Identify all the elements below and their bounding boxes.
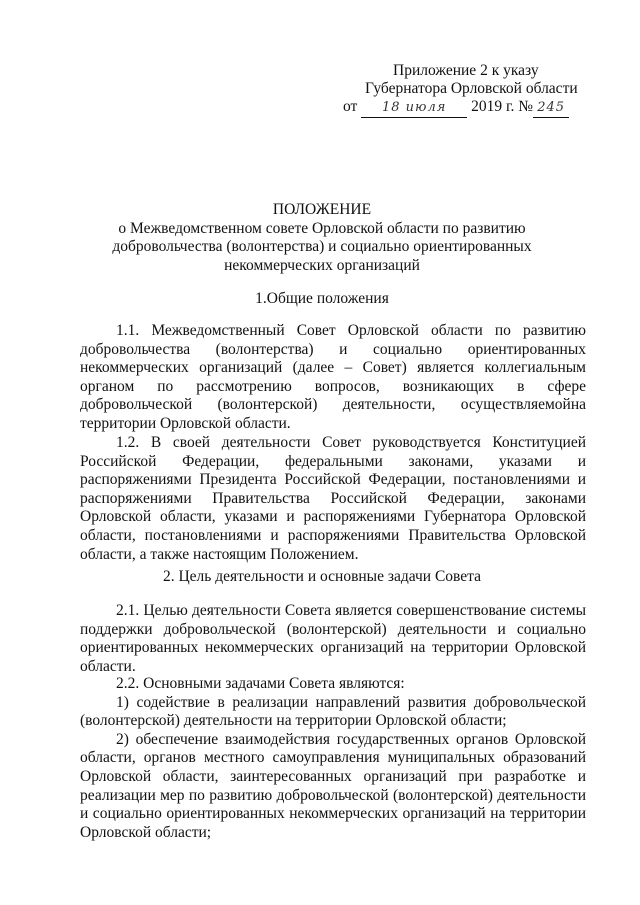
appendix-line-1: Приложение 2 к указу [393,62,539,79]
handwritten-date-signature: 18 июля [361,99,467,118]
section-2-heading: 2. Цель деятельности и основные задачи Совета [162,568,482,585]
paragraph-text: 2.2. Основными задачами Совета являются: [116,675,405,692]
paragraph-2-1 [80,602,586,676]
appendix-year-label: 2019 г. № [471,98,534,115]
list-item: 2) обеспечение взаимодействия государственных органов Орловской области, органов местного самоуправления муниципальных образований Орловской области, заинтересованных организаций при разработке и реализации мер по развитию добровольческой (волонтерской) деятельности и социально ориентированных некоммерческих организаций на территории Орловской области; [80,730,586,841]
paragraph-2-2-list [80,675,586,842]
appendix-line-2: Губернатора Орловской области [365,80,578,97]
title-line-2: добровольчества (волонтерства) и социально ориентированных [112,238,532,255]
appendix-date-line [343,98,593,118]
handwritten-number-signature: 245 [533,99,569,118]
appendix-block [343,62,593,118]
paragraph-1-2 [80,434,586,564]
document-title [80,201,564,275]
paragraph-text: 2.1. Целью деятельности Совета является совершенствование системы поддержки добровольческой (волонтерской) деятельности и социально ориентированных некоммерческих организаций на территории Орловской области. [80,602,586,675]
paragraph-text: 1.2. В своей деятельности Совет руководствуется Конституцией Российской Федерации, федеральными законами, указами и распоряжениями Президента Российской Федерации, постановлениями и распоряжениями Правительства Российской Федерации, законами Орловской области, указами и распоряжениями Губернатора Орловской области, постановлениями и распоряжениями Правительства Орловской области, а также настоящим Положением. [80,434,586,563]
section-1-heading: 1.Общие положения [255,290,389,307]
title-line-1: о Межведомственном совете Орловской области по развитию [118,219,526,237]
paragraph-1-1 [80,322,586,434]
list-item: 1) содействие в реализации направлений развития добровольческой (волонтерской) деятельности на территории Орловской области; [80,693,586,730]
title-line-3: некоммерческих организаций [224,256,420,274]
title-heading: ПОЛОЖЕНИЕ [272,201,372,218]
appendix-from-label: от [343,98,358,115]
paragraph-text: 1.1. Межведомственный Совет Орловской области по развитию добровольчества (волонтерства) и социально ориентированных некоммерческих организаций (далее – Совет) является коллегиальным органом по рассмотрению вопросов, возникающих в сфере добровольческой (волонтерской) деятельности, осуществляемойна территории Орловской области. [80,322,586,432]
